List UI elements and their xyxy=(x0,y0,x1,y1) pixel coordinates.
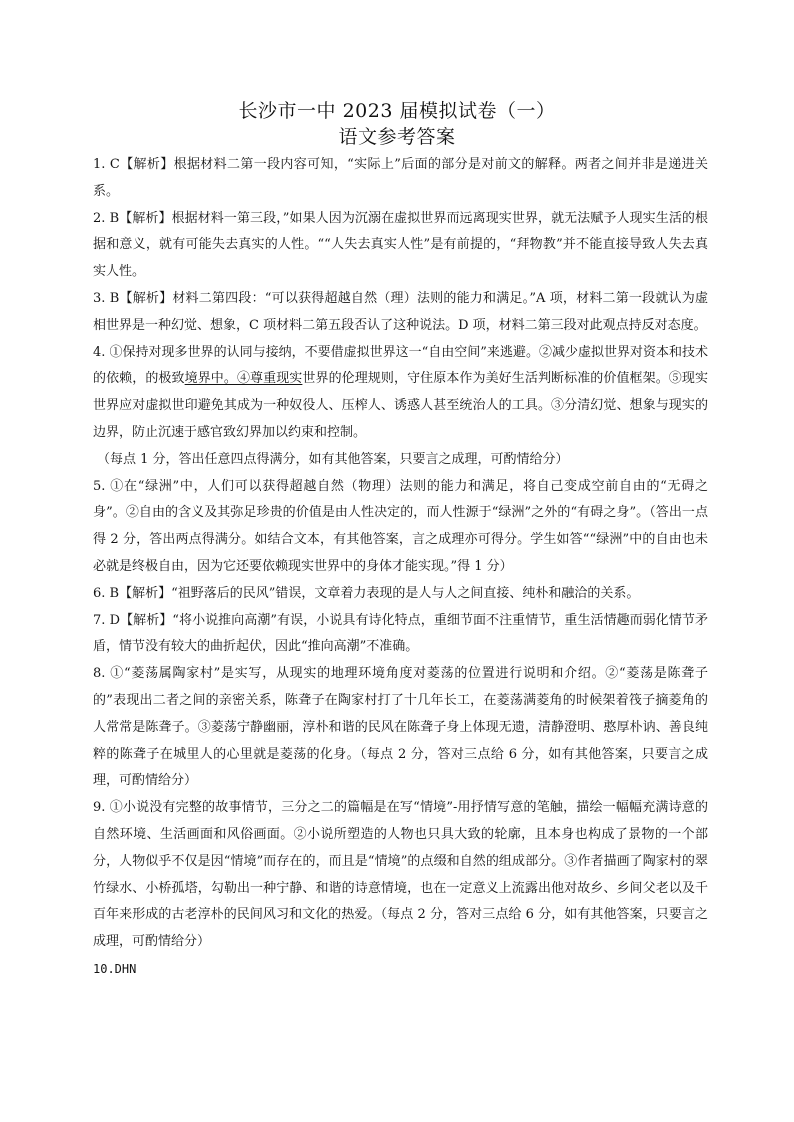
answer-4-underlined-text: 境界中。④尊重现实 xyxy=(184,371,303,387)
page-subtitle: 语文参考答案 xyxy=(338,126,456,148)
answer-item-5: 5. ①在“绿洲”中，人们可以获得超越自然（物理）法则的能力和满足，将自己变成空前自由的“无碍之身”。②自由的含义及其弥足珍贵的价值是由人性决定的，而人性源于“绿洲”之外的“有碍之身”。（答出一点得 2 分，答出两点得满分。如结合文本，有其他答案，言之成理亦可得分。学生如答““绿洲”中的自由也未必就是终极自由，因为它还要依赖现实世界中的身体才能实现。”得 1 分） xyxy=(93,478,708,574)
title-block xyxy=(0,98,794,150)
answer-4-text-b: 世界的伦理规则，守住原本作为美好生活判断标准的价值框架。⑤现实世界应对虚拟世印避免其成为一种奴役人、压榨人、诱惑人甚至统治人的工具。③分清幻觉、想象与现实的边界，防止沉速于感官致幻界加以约束和控制。 xyxy=(93,371,708,440)
answers-list xyxy=(93,152,708,983)
answer-item-1: 1. C【解析】根据材料二第一段内容可知，“实际上”后面的部分是对前文的解释。两者之间并非是递进关系。 xyxy=(93,157,708,199)
answer-item-7: 7. D【解析】“将小说推向高潮”有误，小说具有诗化特点，重细节面不注重情节，重生活情趣而弱化情节矛盾，情节没有较大的曲折起伏，因此“推向高潮”不准确。 xyxy=(93,612,708,655)
answer-item-3: 3. B【解析】材料二第四段：“可以获得超越自然（理）法则的能力和满足。”A 项，材料二第一段就认为虚相世界是一种幻觉、想象，C 项材料二第五段否认了这种说法。D 项，材料二第三段对此观点持反对态度。 xyxy=(93,290,708,333)
answer-item-8: 8. ①“菱荡属陶家村”是实写，从现实的地理环境角度对菱荡的位置进行说明和介绍。②“菱荡是陈聋子的”表现出二者之间的亲密关系，陈聋子在陶家村打了十几年长工，在菱荡满菱角的时候架着筏子摘菱角的人常常是陈聋子。③菱荡宁静幽丽，淳朴和谐的民风在陈聋子身上体现无遗，清静澄明、憨厚朴讷、善良纯粹的陈聋子在城里人的心里就是菱荡的化身。（每点 2 分，答对三点给 6 分，如有其他答案，只要言之成理，可酌情给分） xyxy=(93,666,708,789)
answer-4-scoring-note: （每点 1 分，答出任意四点得满分，如有其他答案，只要言之成理，可酌情给分） xyxy=(97,451,569,467)
answer-item-9: 9. ①小说没有完整的故事情节，三分之二的篇幅是在写“情境”-用抒情写意的笔触，描绘一幅幅充满诗意的自然环境、生活画面和风俗画面。②小说所塑造的人物也只具大致的轮廓，且本身也构成了景物的一个部分，人物似乎不仅是因“情境”而存在的，而且是“情境”的点缀和自然的组成部分。③作者描画了陶家村的翠竹绿水、小桥孤塔，勾勒出一种宁静、和谐的诗意情境，也在一定意义上流露出他对故乡、乡间父老以及千百年来形成的古老淳朴的民间风习和文化的热爱。（每点 2 分，答对三点给 6 分，如有其他答案，只要言之成理，可酌情给分） xyxy=(93,800,708,950)
answer-4-text-a: 4. ①保持对现多世界的认同与接纳，不要借虚拟世界这一“自由空间”来逃避。②减少虚拟世界对资本和技术的依赖，的极致 xyxy=(93,344,708,387)
page-title: 长沙市一中 2023 届模拟试卷（一） xyxy=(238,100,556,122)
answer-item-4 xyxy=(93,340,708,447)
answer-item-6: 6. B【解析】“祖野落后的民风”错误，文章着力表现的是人与人之间直接、纯朴和融洽的关系。 xyxy=(93,585,640,601)
answer-item-2: 2. B【解析】根据材料一第三段，”如果人因为沉溺在虚拟世界而远离现实世界，就无法赋予人现实生活的根据和意义，就有可能失去真实的人性。““人失去真实人性”是有前提的，“拜物教”并不能直接导致人失去真实人性。 xyxy=(93,210,708,280)
answer-item-10: 10.DHN xyxy=(93,961,137,976)
